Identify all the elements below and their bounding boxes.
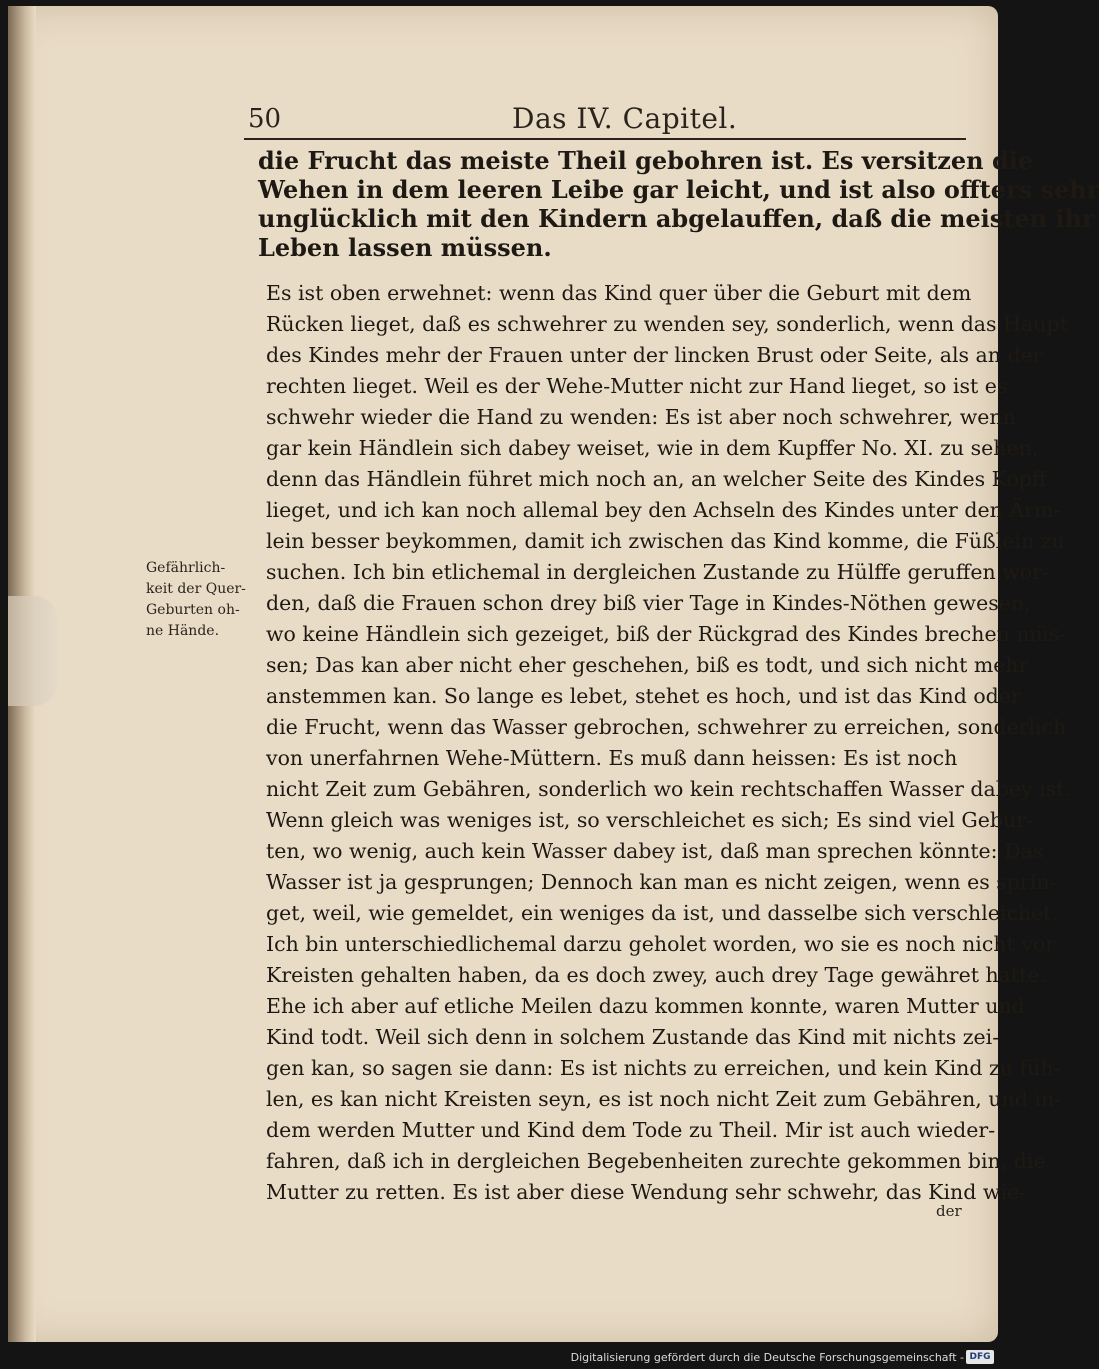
text-line: schwehr wieder die Hand zu wenden: Es ist aber noch schwehrer, wenn <box>266 405 1016 429</box>
text-line: lein besser beykommen, damit ich zwischen das Kind komme, die Füßlein zu <box>266 529 1065 553</box>
body-paragraph <box>266 278 1071 1208</box>
text-line: len, es kan nicht Kreisten seyn, es ist noch nicht Zeit zum Gebähren, und in- <box>266 1087 1062 1111</box>
page-number: 50 <box>248 104 282 134</box>
margin-note-line: Geburten oh- <box>146 602 240 618</box>
text-line: Ehe ich aber auf etliche Meilen dazu kommen konnte, waren Mutter und <box>266 994 1025 1018</box>
text-line: von unerfahrnen Wehe-Müttern. Es muß dann heissen: Es ist noch <box>266 746 958 770</box>
text-line: dem werden Mutter und Kind dem Tode zu Theil. Mir ist auch wieder- <box>266 1118 996 1142</box>
text-line: Leben lassen müssen. <box>258 233 552 262</box>
text-line: Kind todt. Weil sich denn in solchem Zustande das Kind mit nichts zei- <box>266 1025 1000 1049</box>
text-line: Wehen in dem leeren Leibe gar leicht, und ist also offters sehr <box>258 175 1099 204</box>
text-line: unglücklich mit den Kindern abgelauffen, daß die meisten ihr <box>258 204 1095 233</box>
text-line: denn das Händlein führet mich noch an, an welcher Seite des Kindes Kopff <box>266 467 1047 491</box>
margin-note-line: ne Hände. <box>146 623 220 639</box>
text-line: Wenn gleich was weniges ist, so verschleichet es sich; Es sind viel Gebur- <box>266 808 1033 832</box>
text-line: anstemmen kan. So lange es lebet, stehet es hoch, und ist das Kind oder <box>266 684 1021 708</box>
text-line: des Kindes mehr der Frauen unter der lincken Brust oder Seite, als an der <box>266 343 1043 367</box>
dfg-logo-icon: DFG <box>966 1350 994 1364</box>
text-line: nicht Zeit zum Gebähren, sonderlich wo kein rechtschaffen Wasser dabey ist. <box>266 777 1071 801</box>
margin-note-line: Gefährlich- <box>146 560 226 576</box>
text-line: die Frucht das meiste Theil gebohren ist. Es versitzen die <box>258 146 1034 175</box>
margin-note <box>146 558 258 642</box>
text-line: gar kein Händlein sich dabey weiset, wie in dem Kupffer No. XI. zu sehen, <box>266 436 1039 460</box>
text-line: den, daß die Frauen schon drey biß vier Tage in Kindes-Nöthen gewesen, <box>266 591 1031 615</box>
text-line: sen; Das kan aber nicht eher geschehen, biß es todt, und sich nicht mehr <box>266 653 1029 677</box>
text-line: Es ist oben erwehnet: wenn das Kind quer über die Geburt mit dem <box>266 281 972 305</box>
book-page <box>8 6 1099 1342</box>
funding-notice: Digitalisierung gefördert durch die Deutsche Forschungsgemeinschaft - <box>570 1351 964 1364</box>
digitization-footer <box>0 1346 1000 1369</box>
lead-paragraph <box>258 146 1099 262</box>
text-line: wo keine Händlein sich gezeiget, biß der Rückgrad des Kindes brechen müs- <box>266 622 1067 646</box>
page-header <box>244 102 966 140</box>
text-line: Mutter zu retten. Es ist aber diese Wendung sehr schwehr, das Kind wie- <box>266 1180 1027 1204</box>
text-line: Wasser ist ja gesprungen; Dennoch kan man es nicht zeigen, wenn es sprin- <box>266 870 1057 894</box>
running-title: Das IV. Capitel. <box>512 102 738 135</box>
text-line: die Frucht, wenn das Wasser gebrochen, schwehrer zu erreichen, sonderlich <box>266 715 1067 739</box>
text-line: get, weil, wie gemeldet, ein weniges da ist, und dasselbe sich verschleichet. <box>266 901 1059 925</box>
margin-note-line: keit der Quer- <box>146 581 246 597</box>
text-line: lieget, und ich kan noch allemal bey den Achseln des Kindes unter den Ärm- <box>266 498 1061 522</box>
text-line: rechten lieget. Weil es der Wehe-Mutter nicht zur Hand lieget, so ist es <box>266 374 1008 398</box>
text-line: suchen. Ich bin etlichemal in dergleichen Zustande zu Hülffe geruffen wor- <box>266 560 1049 584</box>
text-line: Ich bin unterschiedlichemal darzu geholet worden, wo sie es noch nicht vor <box>266 932 1055 956</box>
page-marker-strip <box>8 596 58 706</box>
text-line: Rücken lieget, daß es schwehrer zu wenden sey, sonderlich, wenn das Haupt <box>266 312 1068 336</box>
text-line: fahren, daß ich in dergleichen Begebenheiten zurechte gekommen bin, die <box>266 1149 1046 1173</box>
text-line: ten, wo wenig, auch kein Wasser dabey ist, daß man sprechen könnte: Das <box>266 839 1044 863</box>
text-line: gen kan, so sagen sie dann: Es ist nichts zu erreichen, und kein Kind zu füh- <box>266 1056 1061 1080</box>
text-line: Kreisten gehalten haben, da es doch zwey, auch drey Tage gewähret hatte. <box>266 963 1047 987</box>
catchword: der <box>936 1202 962 1220</box>
